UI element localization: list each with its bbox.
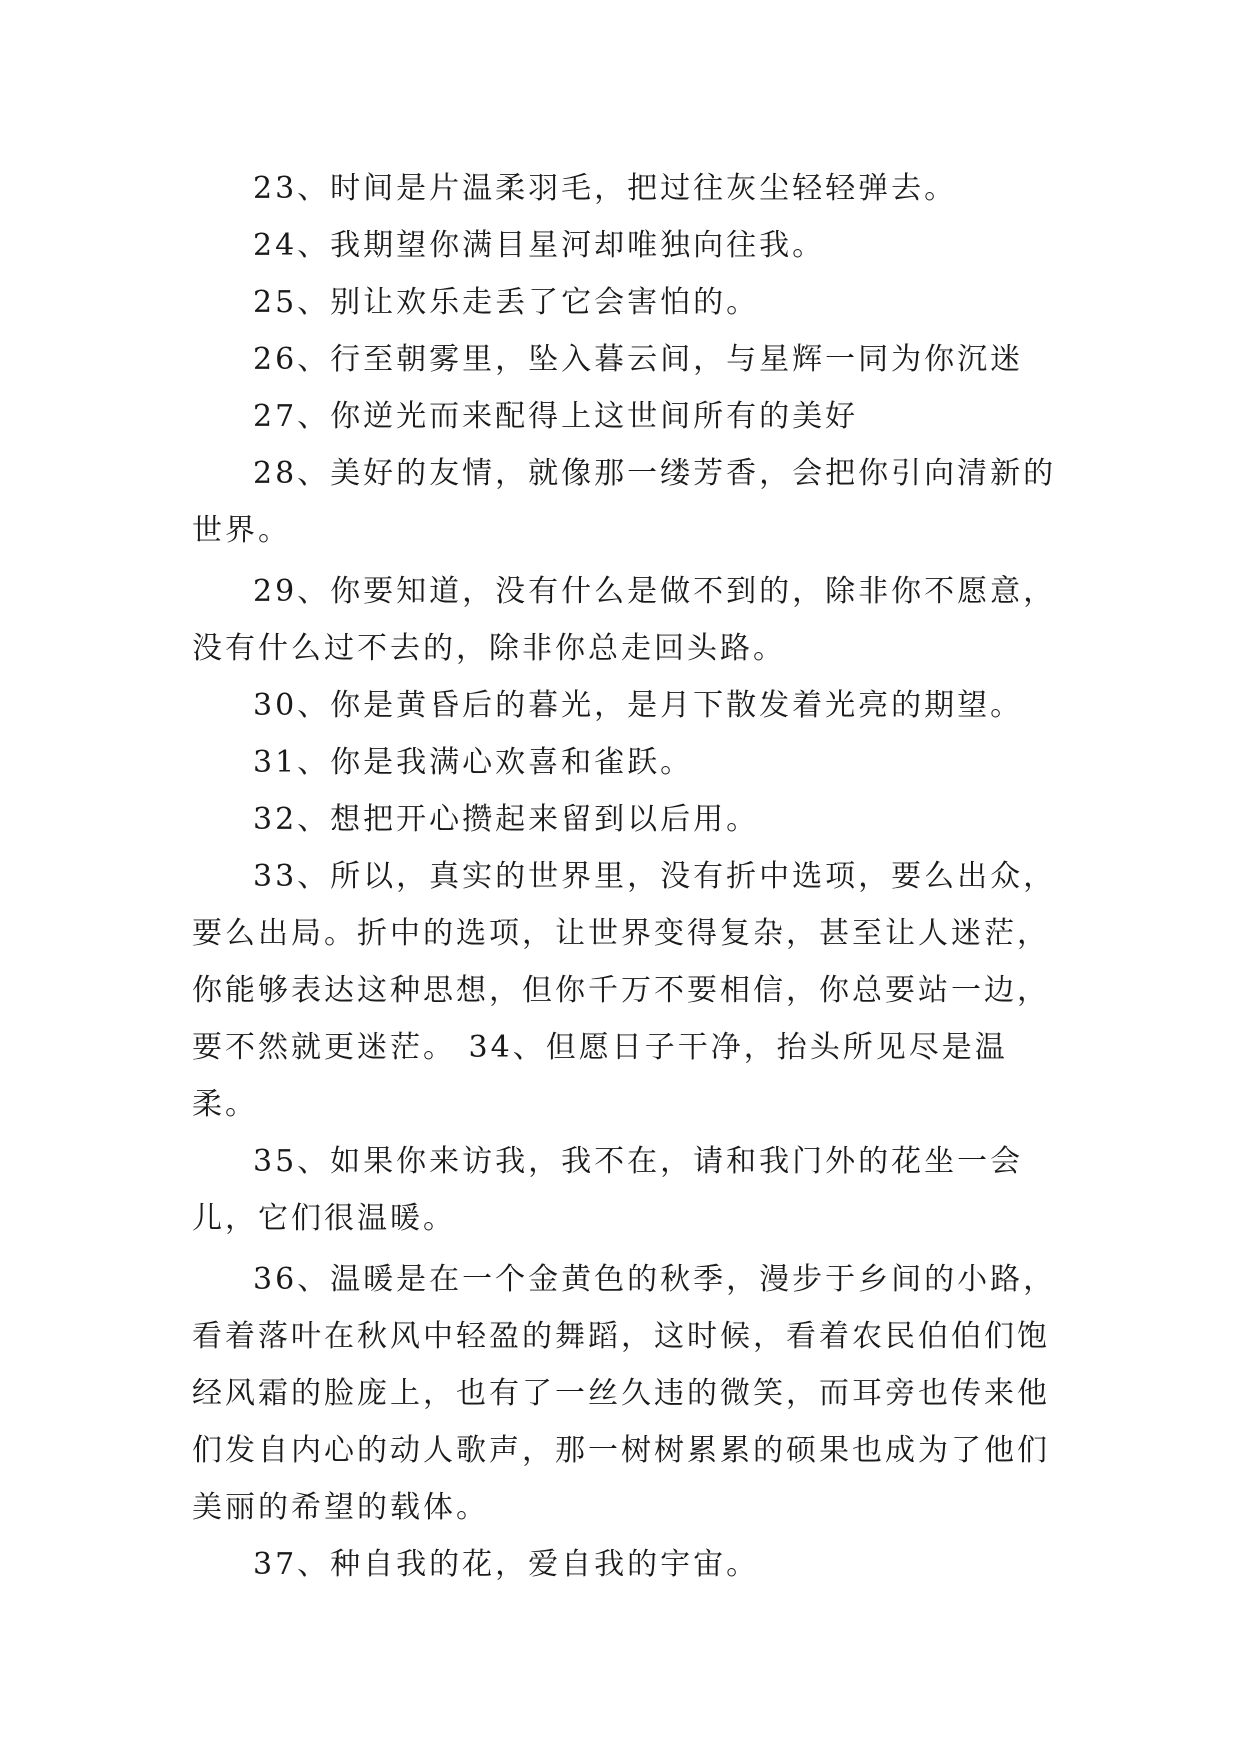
paragraph-32: 32、想把开心攒起来留到以后用。 <box>253 802 760 837</box>
paragraph-28: 28、美好的友情，就像那一缕芳香，会把你引向清新的世界。 <box>192 456 1057 548</box>
paragraph-27: 27、你逆光而来配得上这世间所有的美好 <box>253 399 859 434</box>
paragraph-29: 29、你要知道，没有什么是做不到的，除非你不愿意，没有什么过不去的，除非你总走回头路。 <box>192 574 1057 666</box>
paragraph-31: 31、你是我满心欢喜和雀跃。 <box>253 745 694 780</box>
paragraph-23: 23、时间是片温柔羽毛，把过往灰尘轻轻弹去。 <box>253 171 958 206</box>
paragraph-36: 36、温暖是在一个金黄色的秋季，漫步于乡间的小路，看着落叶在秋风中轻盈的舞蹈，这时候，看着农民伯伯们饱经风霜的脸庞上，也有了一丝久违的微笑，而耳旁也传来他们发自内心的动人歌声，那一树树累累的硕果也成为了他们美丽的希望的载体。 <box>192 1262 1057 1525</box>
paragraph-33-34: 33、所以，真实的世界里，没有折中选项，要么出众，要么出局。折中的选项，让世界变得复杂，甚至让人迷茫，你能够表达这种思想，但你千万不要相信，你总要站一边，要不然就更迷茫。 34、但愿日子干净，抬头所见尽是温柔。 <box>192 859 1057 1122</box>
paragraph-25: 25、别让欢乐走丢了它会害怕的。 <box>253 285 760 320</box>
paragraph-26: 26、行至朝雾里，坠入暮云间，与星辉一同为你沉迷 <box>253 342 1024 377</box>
paragraph-30: 30、你是黄昏后的暮光，是月下散发着光亮的期望。 <box>253 688 1024 723</box>
document-body <box>192 160 1072 1593</box>
paragraph-35: 35、如果你来访我，我不在，请和我门外的花坐一会儿，它们很温暖。 <box>192 1144 1024 1236</box>
paragraph-37: 37、种自我的花，爱自我的宇宙。 <box>253 1547 760 1582</box>
paragraph-24: 24、我期望你满目星河却唯独向往我。 <box>253 228 826 263</box>
